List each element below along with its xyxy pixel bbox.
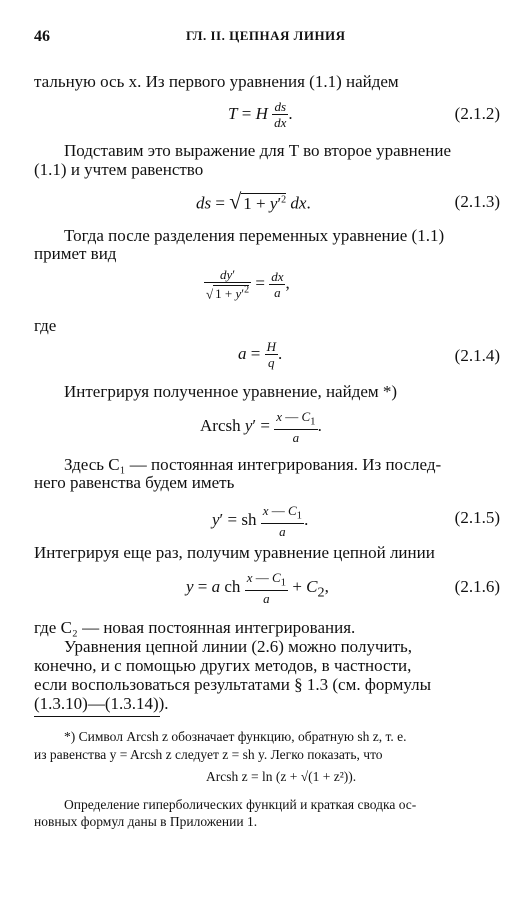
equation-2-1-4: a = $\frac{H}{q}$ . [238, 339, 283, 370]
equation-2-1-3: ds = √ $1 + y'^2$ dx. [196, 188, 311, 214]
equation-separated: $\frac{dy'}{√ 1 + y'^2}$ = $\frac{dx}{a}$ , [206, 267, 290, 302]
paragraph-line: Здесь C₁ — постоянная интегрирования. Из послед- [64, 455, 442, 474]
page-number: 46 [34, 28, 50, 45]
running-title: ГЛ. II. ЦЕПНАЯ ЛИНИЯ [186, 28, 346, 43]
paragraph-line: конечно, и с помощью других методов, в частности, [34, 656, 412, 675]
paragraph-line: Уравнения цепной линии (2.6) можно получить, [64, 637, 413, 656]
paragraph-line: него равенства будем иметь [34, 473, 235, 492]
footnote-line: из равенства y = Arcsh z следует z = sh y. Легко показать, что [34, 747, 383, 762]
paragraph-line: где [34, 316, 57, 335]
equation-2-1-2: T = H $\frac{ds}{dx}$ . [228, 99, 293, 130]
equation-number: (2.1.2) [454, 104, 500, 123]
paragraph-line: Интегрируя полученное уравнение, найдем *) [64, 382, 398, 401]
footnote-line: Определение гиперболических функций и краткая сводка ос- [64, 797, 417, 812]
equation-2-1-5: y′ = sh $\frac{x — C_1}{a}$ . [212, 503, 309, 539]
paragraph-line: (1.3.10)—(1.3.14)). [34, 694, 169, 713]
equation-number: (2.1.5) [454, 508, 500, 527]
equation-number: (2.1.4) [454, 346, 500, 365]
paragraph-line: (1.1) и учтем равенство [34, 160, 204, 179]
equation-2-1-6: y = a ch $\frac{x — C_1}{a}$ + $C_2$, [186, 570, 329, 606]
paragraph-line: если воспользоваться результатами § 1.3 (см. формулы [34, 675, 432, 694]
equation-arcsh: Arcsh y′ = $\frac{x — C_1}{a}$ . [200, 409, 322, 445]
footnote-line: *) Символ Arcsh z обозначает функцию, обратную sh z, т. е. [64, 729, 407, 744]
paragraph-line: тальную ось x. Из первого уравнения (1.1) найдем [34, 72, 399, 91]
footnote-formula: Arcsh z = ln (z + √(1 + z²)). [206, 769, 357, 784]
equation-number: (2.1.3) [454, 192, 500, 211]
paragraph-line: где C₂ — новая постоянная интегрирования. [34, 618, 356, 637]
paragraph-line: Интегрируя еще раз, получим уравнение цепной линии [34, 543, 435, 562]
paragraph-line: примет вид [34, 244, 117, 263]
equation-number: (2.1.6) [454, 577, 500, 596]
paragraph-line: Подставим это выражение для T во второе уравнение [64, 141, 452, 160]
paragraph-line: Тогда после разделения переменных уравнение (1.1) [64, 226, 445, 245]
footnote-rule [34, 716, 160, 717]
footnote-line: новных формул даны в Приложении 1. [34, 814, 258, 829]
